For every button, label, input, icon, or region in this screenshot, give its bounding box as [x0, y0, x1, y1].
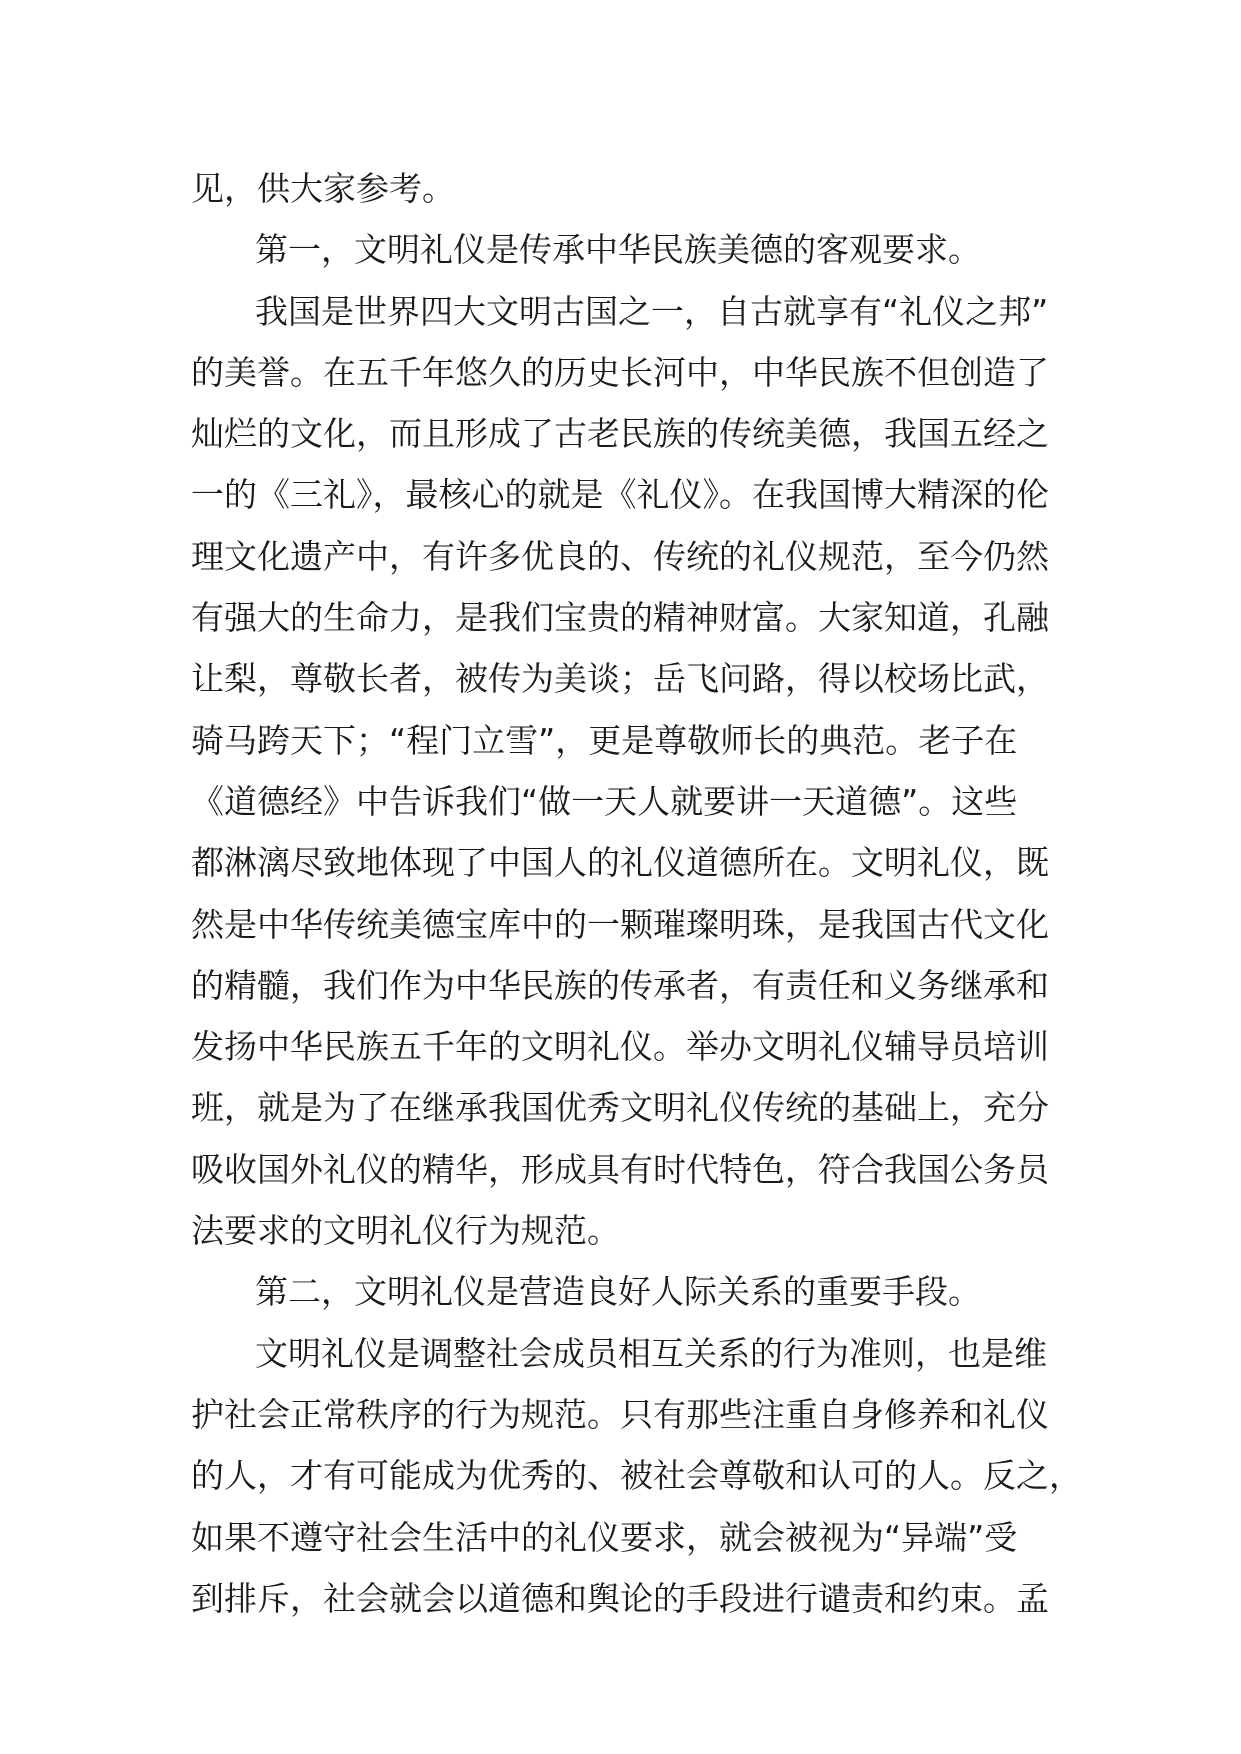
text-line-4: 的美誉。在五千年悠久的历史长河中，中华民族不但创造了: [191, 352, 1049, 392]
text-line-1: 见，供大家参考。: [191, 169, 455, 208]
text-line-5: 灿烂的文化，而且形成了古老民族的传统美德，我国五经之: [191, 414, 1049, 454]
heading-point-one: 第一，文明礼仪是传承中华民族美德的客观要求。: [255, 230, 981, 270]
text-line-11: 《道德经》中告诉我们“做一天人就要讲一天道德”。这些: [191, 781, 1018, 821]
text-line-23: 如果不遵守社会生活中的礼仪要求，就会被视为“异端”受: [191, 1517, 1018, 1557]
text-line-7: 理文化遗产中，有许多优良的、传统的礼仪规范，至今仍然: [191, 536, 1049, 576]
text-line-16: 班，就是为了在继承我国优秀文明礼仪传统的基础上，充分: [191, 1088, 1049, 1128]
text-line-24: 到排斥，社会就会以道德和舆论的手段进行谴责和约束。孟: [191, 1578, 1049, 1618]
text-line-3: 我国是世界四大文明古国之一，自古就享有“礼仪之邦”: [255, 291, 1049, 331]
text-line-22: 的人，才有可能成为优秀的、被社会尊敬和认可的人。反之，: [191, 1456, 1082, 1496]
text-line-9: 让梨，尊敬长者，被传为美谈；岳飞问路，得以校场比武，: [191, 659, 1049, 699]
text-line-12: 都淋漓尽致地体现了中国人的礼仪道德所在。文明礼仪，既: [191, 843, 1049, 883]
text-line-18: 法要求的文明礼仪行为规范。: [191, 1211, 620, 1251]
text-line-17: 吸收国外礼仪的精华，形成具有时代特色，符合我国公务员: [191, 1149, 1049, 1189]
text-line-14: 的精髓，我们作为中华民族的传承者，有责任和义务继承和: [191, 965, 1049, 1005]
text-line-10: 骑马跨天下；“程门立雪”，更是尊敬师长的典范。老子在: [191, 720, 1018, 760]
text-line-20: 文明礼仪是调整社会成员相互关系的行为准则，也是维: [255, 1333, 1047, 1373]
text-line-8: 有强大的生命力，是我们宝贵的精神财富。大家知道，孔融: [191, 598, 1049, 638]
text-line-13: 然是中华传统美德宝库中的一颗璀璨明珠，是我国古代文化: [191, 904, 1049, 944]
heading-point-two: 第二，文明礼仪是营造良好人际关系的重要手段。: [255, 1272, 981, 1312]
text-line-15: 发扬中华民族五千年的文明礼仪。举办文明礼仪辅导员培训: [191, 1027, 1049, 1067]
text-line-6: 一的《三礼》，最核心的就是《礼仪》。在我国博大精深的伦: [191, 475, 1049, 515]
text-line-21: 护社会正常秩序的行为规范。只有那些注重自身修养和礼仪: [191, 1394, 1049, 1434]
body-text: [191, 158, 1082, 1629]
